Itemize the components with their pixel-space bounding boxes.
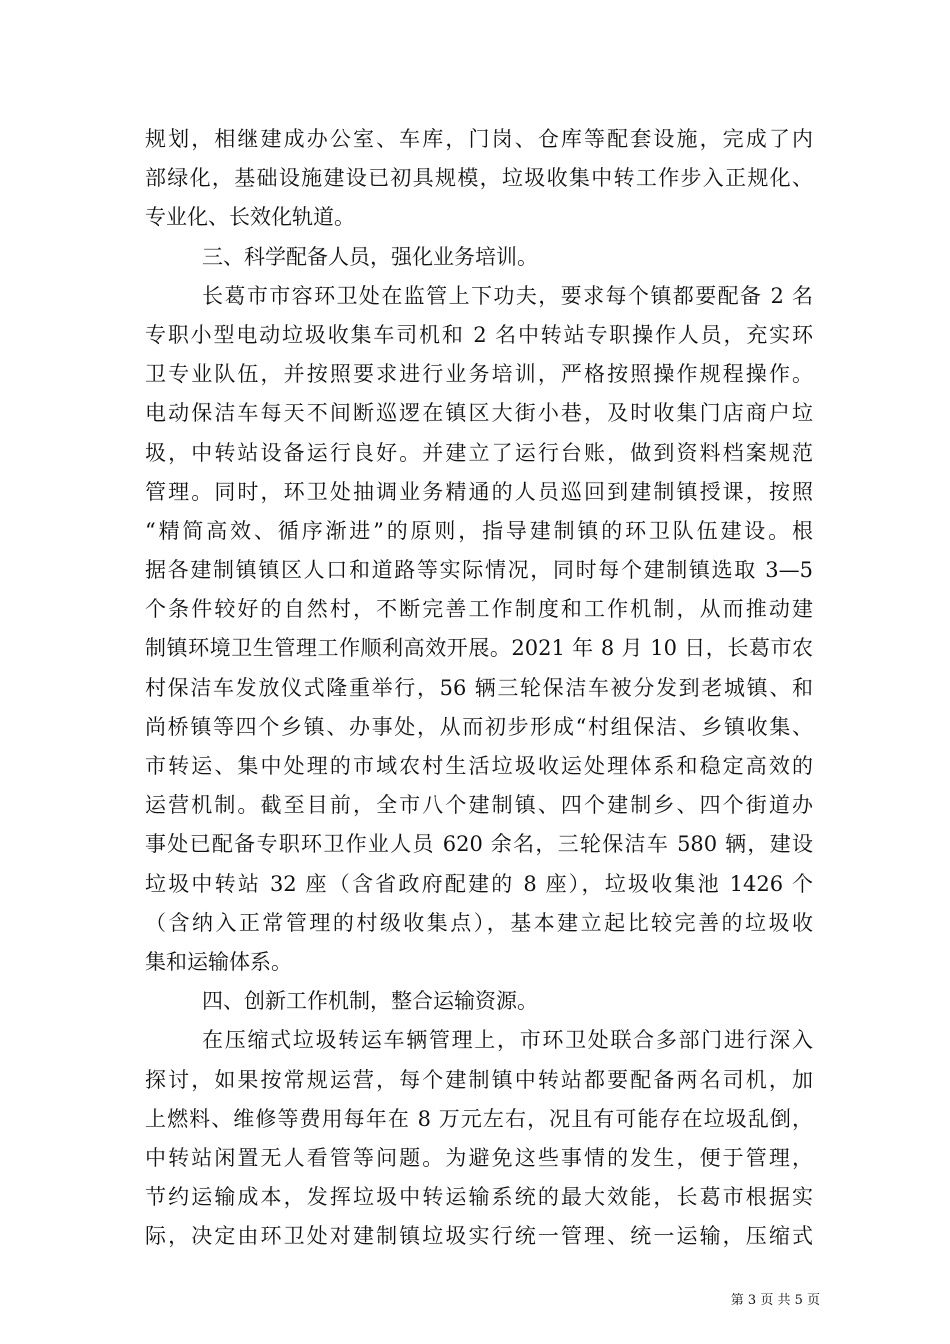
section-heading: 三、科学配备人员，强化业务培训。 [202, 244, 538, 269]
text-line: 集和运输体系。 [145, 949, 292, 974]
text-line: 规划，相继建成办公室、车库，门岗、仓库等配套设施，完成了内 [145, 127, 813, 151]
section-heading: 四、创新工作机制，整合运输资源。 [202, 989, 538, 1014]
text-line: 部绿化，基础设施建设已初具规模，垃圾收集中转工作步入正规化、 [145, 166, 813, 191]
text-line: 电动保洁车每天不间断巡逻在镇区大街小巷，及时收集门店商户垃 [145, 401, 813, 426]
text-line: “精简高效、循序渐进”的原则，指导建制镇的环卫队伍建设。根 [145, 518, 813, 543]
text-line: 专业化、长效化轨道。 [145, 205, 355, 230]
text-line: 尚桥镇等四个乡镇、办事处，从而初步形成“村组保洁、乡镇收集、 [145, 714, 813, 739]
text-line: 垃圾中转站 32 座（含省政府配建的 8 座），垃圾收集池 1426 个 [145, 871, 813, 896]
text-line: 长葛市市容环卫处在监管上下功夫，要求每个镇都要配备 2 名 [202, 283, 813, 308]
text-line: 探讨，如果按常规运营，每个建制镇中转站都要配备两名司机，加 [145, 1067, 813, 1092]
text-line: 村保洁车发放仪式隆重举行，56 辆三轮保洁车被分发到老城镇、和 [145, 675, 813, 700]
text-line: 圾，中转站设备运行良好。并建立了运行台账，做到资料档案规范 [145, 440, 813, 465]
page-number: 第 3 页 共 5 页 [730, 1293, 820, 1308]
text-line: 制镇环境卫生管理工作顺利高效开展。2021 年 8 月 10 日，长葛市农 [145, 636, 813, 661]
text-line: 专职小型电动垃圾收集车司机和 2 名中转站专职操作人员，充实环 [145, 322, 813, 347]
text-line: 市转运、集中处理的市域农村生活垃圾收运处理体系和稳定高效的 [145, 754, 813, 778]
text-line: 在压缩式垃圾转运车辆管理上，市环卫处联合多部门进行深入 [202, 1028, 813, 1053]
text-line: 上燃料、维修等费用每年在 8 万元左右，况且有可能存在垃圾乱倒， [145, 1106, 813, 1131]
text-line: 中转站闲置无人看管等问题。为避免这些事情的发生，便于管理， [145, 1145, 813, 1170]
text-line: 个条件较好的自然村，不断完善工作制度和工作机制，从而推动建 [145, 597, 813, 622]
text-line: 卫专业队伍，并按照要求进行业务培训，严格按照操作规程操作。 [145, 362, 813, 387]
text-line: 节约运输成本，发挥垃圾中转运输系统的最大效能，长葛市根据实 [145, 1185, 813, 1210]
text-line: 运营机制。截至目前，全市八个建制镇、四个建制乡、四个街道办 [145, 793, 813, 818]
document-body [145, 120, 813, 1256]
text-line: 际，决定由环卫处对建制镇垃圾实行统一管理、统一运输，压缩式 [145, 1224, 813, 1249]
text-line: 管理。同时，环卫处抽调业务精通的人员巡回到建制镇授课，按照 [145, 479, 813, 504]
text-line: 据各建制镇镇区人口和道路等实际情况，同时每个建制镇选取 3—5 [145, 558, 813, 583]
text-line: 事处已配备专职环卫作业人员 620 余名，三轮保洁车 580 辆，建设 [145, 832, 813, 857]
text-line: （含纳入正常管理的村级收集点），基本建立起比较完善的垃圾收 [145, 910, 813, 935]
